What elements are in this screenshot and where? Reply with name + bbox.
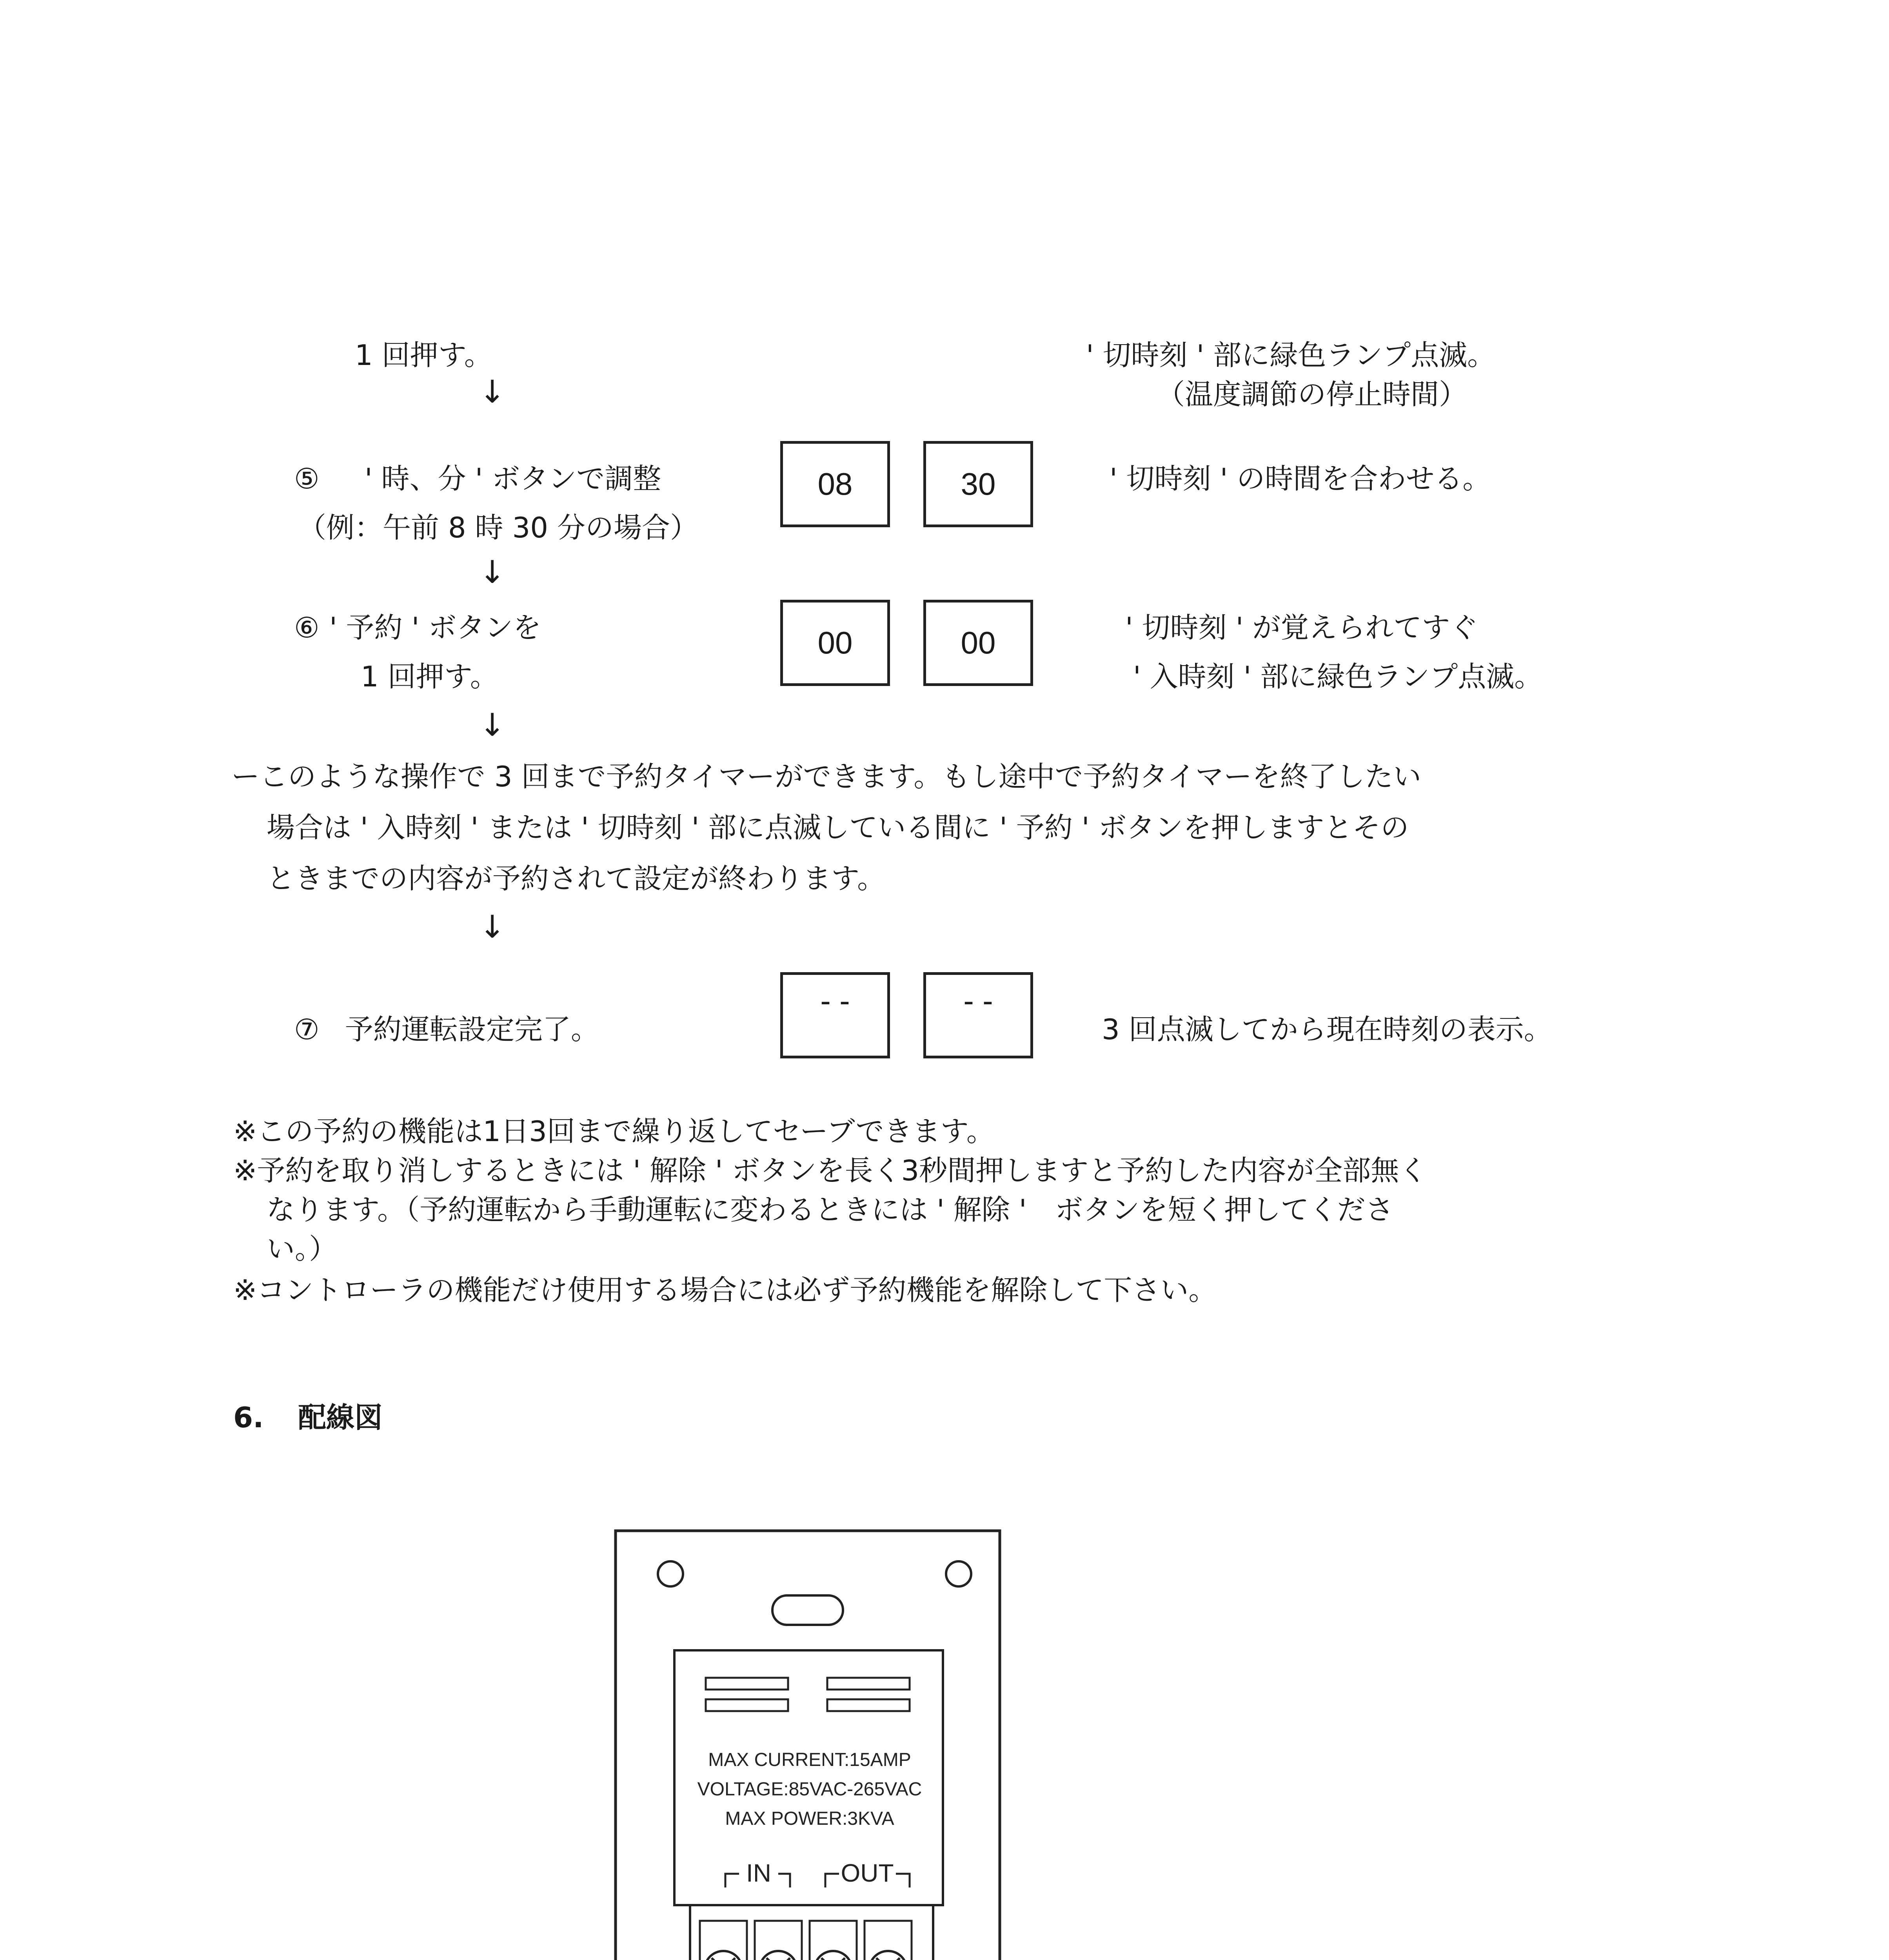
step7-hour-display: - - [780,972,890,1058]
flow-arrow: ↓ [479,909,506,945]
step7-number: ⑦ [294,1013,320,1046]
spec-current: MAX CURRENT:15AMP [708,1749,911,1770]
step5-number: ⑤ [294,462,320,495]
step4-result-line1: ' 切時刻 ' 部に緑色ランプ点滅。 [1086,339,1496,372]
note-1: ※この予約の機能は1日3回まで繰り返してセーブできます。 [233,1115,995,1148]
step6-result-line1: ' 切時刻 ' が覚えられてすぐ [1125,611,1479,644]
flow-arrow: ↓ [479,374,506,410]
step6-line2: 1 回押す。 [361,660,498,693]
step7-result: 3 回点滅してから現在時刻の表示。 [1102,1013,1552,1046]
step5-minute-display: 30 [923,441,1033,527]
note-3: ※コントローラの機能だけ使用する場合には必ず予約機能を解除して下さい。 [233,1274,1217,1307]
step6-result-line2: ' 入時刻 ' 部に緑色ランプ点滅。 [1133,660,1543,693]
mounting-hole-icon [946,1561,971,1586]
section-number: 6. [233,1401,264,1434]
flow-arrow: ↓ [479,554,506,590]
step6-line1: ' 予約 ' ボタンを [329,611,541,644]
step5-line2: （例：午前 8 時 30 分の場合） [298,511,698,544]
step4-action: 1 回押す。 [355,339,492,372]
top-slot [772,1595,843,1625]
terminal-screw-icon [810,1921,857,1960]
section-title: 配線図 [298,1401,383,1434]
spec-power: MAX POWER:3KVA [725,1808,894,1829]
step6-minute-display: 00 [923,600,1033,686]
step6-number: ⑥ [294,611,320,644]
in-label: IN [746,1859,771,1887]
mounting-hole-icon [658,1561,683,1586]
step5-hour-display: 08 [780,441,890,527]
step5-result: ' 切時刻 ' の時間を合わせる。 [1110,462,1491,495]
flow-arrow: ↓ [479,707,506,743]
step4-result-line2: （温度調節の停止時間） [1157,378,1468,411]
step6-hour-display: 00 [780,600,890,686]
note-2-line3: い。） [267,1232,338,1265]
note-2-line1: ※予約を取り消しするときには ' 解除 ' ボタンを長く3秒間押しますと予約した内容が全部無く [233,1154,1428,1187]
note-2-line2: なります。（予約運転から手動運転に変わるときには ' 解除 ' ボタンを短く押してくださ [267,1193,1394,1226]
step5-line1: ' 時、分 ' ボタンで調整 [365,462,661,495]
spec-voltage: VOLTAGE:85VAC-265VAC [697,1779,922,1800]
paragraph-line3: ときまでの内容が予約されて設定が終わります。 [267,862,886,895]
paragraph-line2: 場合は ' 入時刻 ' または ' 切時刻 ' 部に点滅している間に ' 予約 ' ボタンを押しますとその [267,811,1409,844]
step7-minute-display: - - [923,972,1033,1058]
terminal-screw-icon [700,1921,747,1960]
step7-label: 予約運転設定完了。 [345,1013,599,1046]
out-label: OUT [841,1859,894,1887]
terminal-screw-icon [865,1921,912,1960]
terminal-screw-icon [755,1921,802,1960]
paragraph-line1: ーこのような操作で 3 回まで予約タイマーができます。もし途中で予約タイマーを終了したい [231,760,1421,793]
